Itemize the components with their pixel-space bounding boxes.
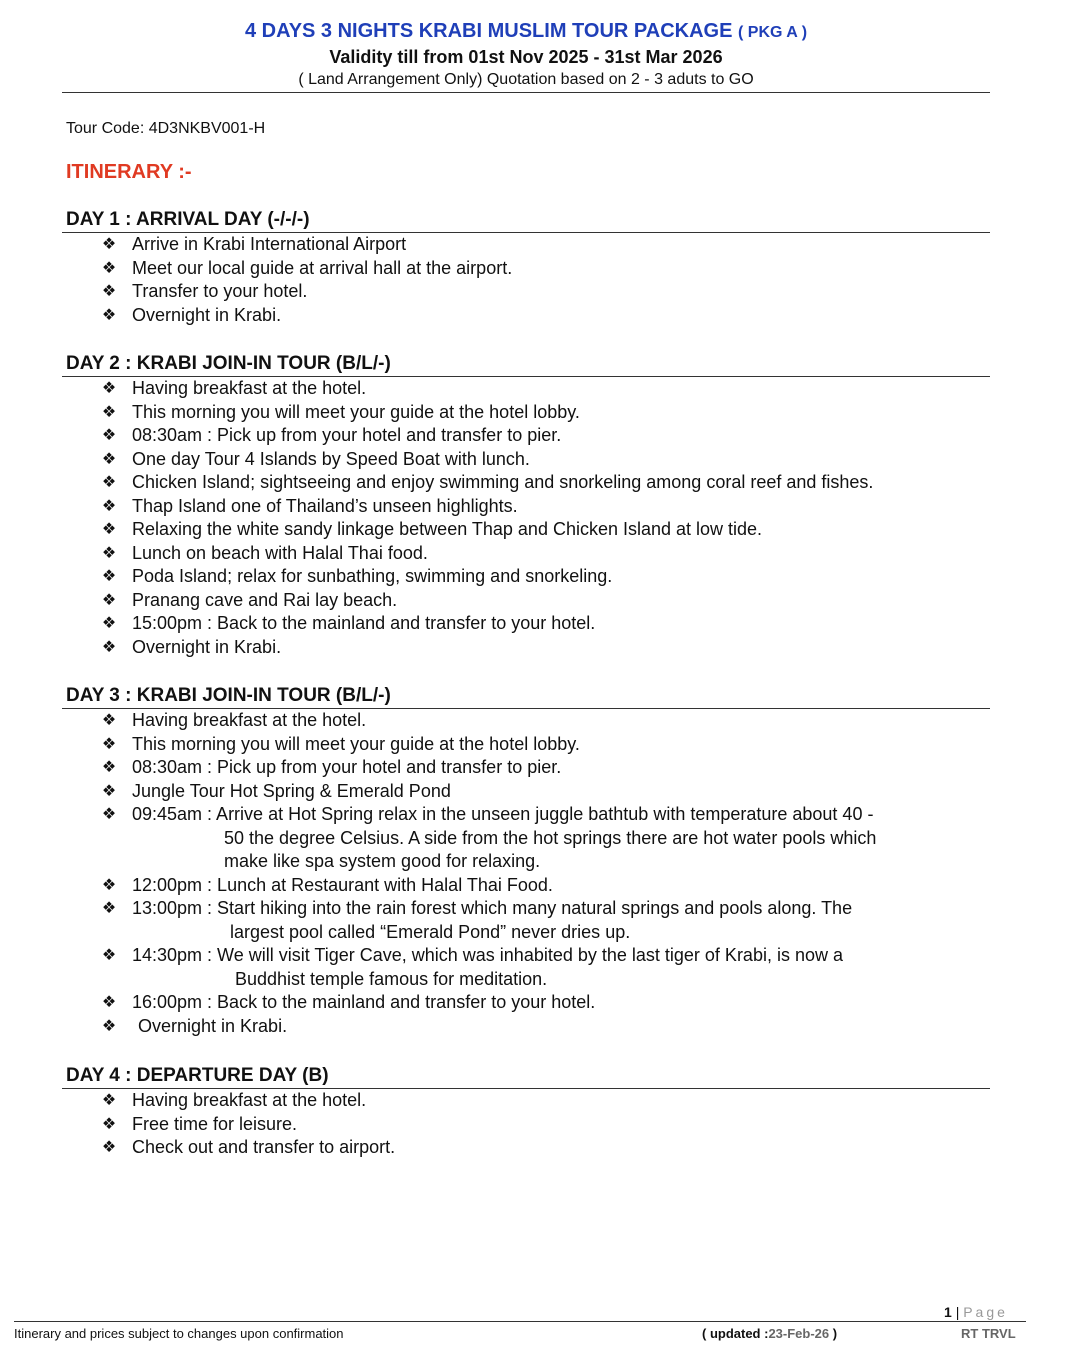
list-item: ❖ This morning you will meet your guide at the hotel lobby. <box>62 401 990 425</box>
title-text: 4 DAYS 3 NIGHTS KRABI MUSLIM TOUR PACKAGE <box>244 20 733 42</box>
list-item: ❖ Relaxing the white sandy linkage between Thap and Chicken Island at low tide. <box>62 518 990 542</box>
itinerary-heading: ITINERARY :- <box>66 161 192 183</box>
diamond-bullet-icon: ❖ <box>101 947 117 964</box>
diamond-bullet-icon: ❖ <box>101 615 117 632</box>
updated-label: ( updated : <box>702 1326 769 1341</box>
list-item: ❖ Free time for leisure. <box>62 1113 990 1137</box>
list-item: ❖ 08:30am : Pick up from your hotel and transfer to pier. <box>62 756 990 780</box>
diamond-bullet-icon: ❖ <box>101 876 117 894</box>
diamond-bullet-icon: ❖ <box>101 1139 117 1156</box>
list-item: ❖ Thap Island one of Thailand’s unseen highlights. <box>62 495 990 519</box>
diamond-bullet-icon: ❖ <box>101 782 117 800</box>
footer-disclaimer: Itinerary and prices subject to changes upon confirmation <box>14 1326 344 1341</box>
list-item: ❖ 14:30pm : We will visit Tiger Cave, which was inhabited by the last tiger of Krabi, is now a Buddhist temple famous for meditation. <box>101 945 843 989</box>
diamond-bullet-icon: ❖ <box>101 1092 117 1109</box>
diamond-bullet-icon: ❖ <box>101 544 117 562</box>
day-3-section <box>62 685 990 1038</box>
list-item: ❖ 09:45am : Arrive at Hot Spring relax in the unseen juggle bathtub with temperature about 40 - 50 the degree Celsius. A side from the hot springs there are hot water pools which make like spa system good for relaxing. <box>101 804 877 871</box>
validity-line: Validity till from 01st Nov 2025 - 31st Mar 2026 <box>329 47 723 67</box>
diamond-bullet-icon: ❖ <box>101 759 117 776</box>
diamond-bullet-icon: ❖ <box>101 806 117 823</box>
footer-company: RT TRVL <box>961 1326 1016 1341</box>
quotation-note: ( Land Arrangement Only) Quotation based on 2 - 3 aduts to GO <box>298 71 754 88</box>
list-item: ❖ 08:30am : Pick up from your hotel and transfer to pier. <box>62 424 990 448</box>
diamond-bullet-icon: ❖ <box>101 259 117 277</box>
list-item: ❖ Arrive in Krabi International Airport <box>62 233 990 257</box>
diamond-bullet-icon: ❖ <box>101 712 117 729</box>
day-4-section <box>62 1065 990 1160</box>
diamond-bullet-icon: ❖ <box>101 427 117 444</box>
package-label: ( PKG A ) <box>738 24 808 41</box>
day-1-section <box>62 209 990 327</box>
list-item: ❖ Lunch on beach with Halal Thai food. <box>62 542 990 566</box>
list-item: ❖ Jungle Tour Hot Spring & Emerald Pond <box>62 780 990 804</box>
diamond-bullet-icon: ❖ <box>101 994 117 1011</box>
diamond-bullet-icon: ❖ <box>101 450 117 468</box>
diamond-bullet-icon: ❖ <box>101 236 117 253</box>
list-item: ❖ Overnight in Krabi. <box>62 636 990 660</box>
footer-divider <box>14 1321 1026 1322</box>
document-title <box>62 20 990 43</box>
list-item: ❖ Poda Island; relax for sunbathing, swimming and snorkeling. <box>62 565 990 589</box>
list-item: ❖ Having breakfast at the hotel. <box>62 1089 990 1113</box>
diamond-bullet-icon: ❖ <box>101 568 117 585</box>
diamond-bullet-icon: ❖ <box>101 638 117 656</box>
list-item: ❖ Overnight in Krabi. <box>62 304 990 328</box>
diamond-bullet-icon: ❖ <box>101 403 117 421</box>
list-item: ❖ 12:00pm : Lunch at Restaurant with Halal Thai Food. <box>62 874 990 898</box>
page-word: Page <box>963 1304 1008 1320</box>
list-item: ❖ One day Tour 4 Islands by Speed Boat with lunch. <box>62 448 990 472</box>
diamond-bullet-icon: ❖ <box>101 735 117 753</box>
updated-date: 23-Feb-26 <box>768 1326 830 1341</box>
diamond-bullet-icon: ❖ <box>101 900 117 917</box>
day-4-title: DAY 4 : DEPARTURE DAY (B) <box>62 1065 990 1089</box>
list-item: ❖ Meet our local guide at arrival hall at the airport. <box>62 257 990 281</box>
diamond-bullet-icon: ❖ <box>101 283 117 300</box>
list-item: ❖ Chicken Island; sightseeing and enjoy swimming and snorkeling among coral reef and fishes. <box>62 471 990 495</box>
list-item: ❖ This morning you will meet your guide at the hotel lobby. <box>62 733 990 757</box>
diamond-bullet-icon: ❖ <box>101 380 117 397</box>
diamond-bullet-icon: ❖ <box>101 1017 117 1035</box>
day-2-title: DAY 2 : KRABI JOIN-IN TOUR (B/L/-) <box>62 353 990 377</box>
list-item: ❖ Pranang cave and Rai lay beach. <box>62 589 990 613</box>
diamond-bullet-icon: ❖ <box>101 1115 117 1133</box>
diamond-bullet-icon: ❖ <box>101 521 117 538</box>
page-number <box>944 1304 1008 1320</box>
list-item: ❖ Check out and transfer to airport. <box>62 1136 990 1160</box>
list-item: ❖ Overnight in Krabi. <box>62 1015 990 1039</box>
tour-code: Tour Code: 4D3NKBV001-H <box>66 120 266 137</box>
header-divider <box>62 92 990 93</box>
diamond-bullet-icon: ❖ <box>101 497 117 515</box>
diamond-bullet-icon: ❖ <box>101 306 117 324</box>
footer-updated <box>702 1326 837 1341</box>
page-separator: | <box>955 1304 960 1320</box>
list-item: ❖ Transfer to your hotel. <box>62 280 990 304</box>
list-item: ❖ 15:00pm : Back to the mainland and transfer to your hotel. <box>62 612 990 636</box>
updated-close: ) <box>832 1326 838 1341</box>
list-item: ❖ Having breakfast at the hotel. <box>62 709 990 733</box>
day-2-section <box>62 353 990 659</box>
diamond-bullet-icon: ❖ <box>101 474 117 491</box>
day-3-title: DAY 3 : KRABI JOIN-IN TOUR (B/L/-) <box>62 685 990 709</box>
list-item: ❖ 16:00pm : Back to the mainland and transfer to your hotel. <box>62 991 990 1015</box>
list-item: ❖ Having breakfast at the hotel. <box>62 377 990 401</box>
diamond-bullet-icon: ❖ <box>101 591 117 609</box>
day-1-title: DAY 1 : ARRIVAL DAY (-/-/-) <box>62 209 990 233</box>
list-item: ❖ 13:00pm : Start hiking into the rain forest which many natural springs and pools along. The largest pool called “Emerald Pond” never dries up. <box>101 898 853 942</box>
page-number-value: 1 <box>944 1304 952 1320</box>
